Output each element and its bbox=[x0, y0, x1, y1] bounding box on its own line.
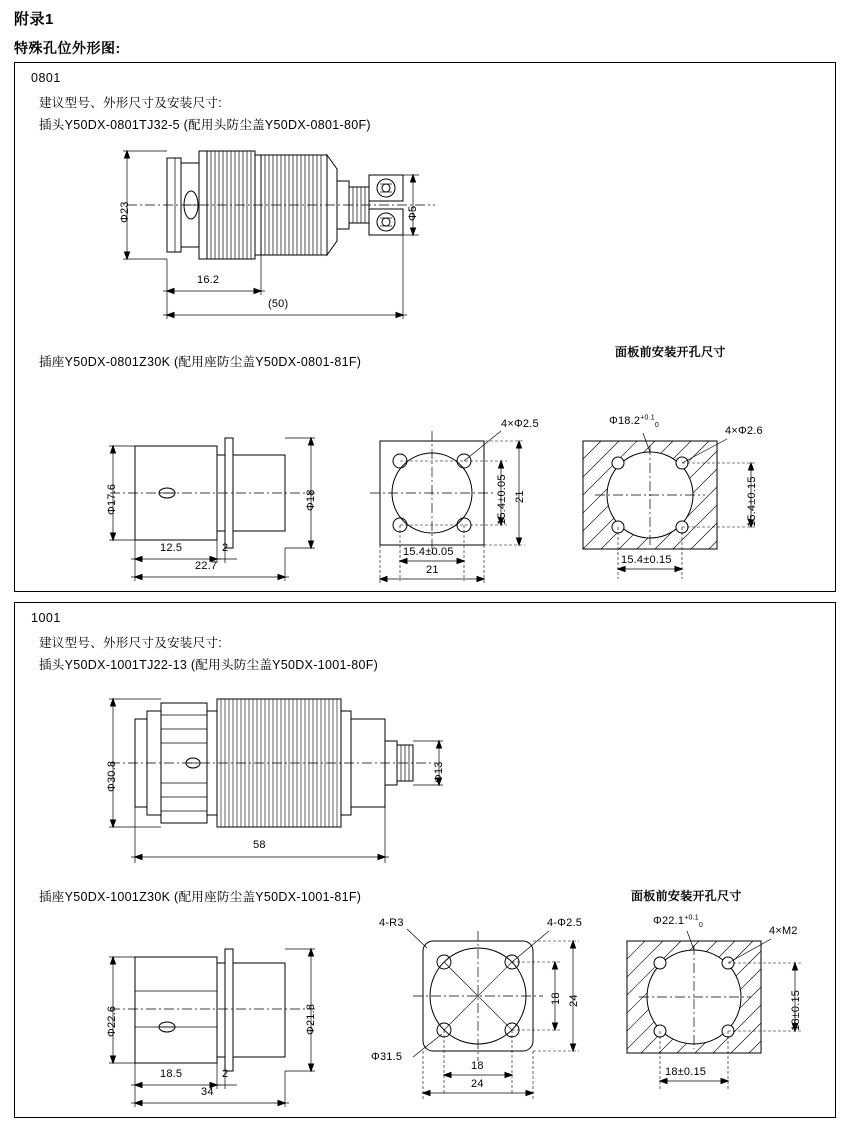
dim-flange-outer-v-0801: 21 bbox=[514, 490, 526, 503]
dim-flange-hole-callout-1001: 4-Φ2.5 bbox=[547, 917, 583, 929]
dim-cutout-hole-callout-1001: 4×M2 bbox=[769, 925, 798, 937]
dim-recept-right-diameter-1001: Φ21.8 bbox=[305, 1003, 317, 1035]
dim-flange-pitch-h-0801: 15.4±0.05 bbox=[403, 546, 454, 558]
section-code-0801: 0801 bbox=[31, 71, 61, 85]
dim-flange-pitch-v-0801: 15.4±0.05 bbox=[496, 474, 508, 525]
dim-plug-small-diameter-1001: Φ13 bbox=[433, 761, 445, 783]
dim-recept-len-a-0801: 12.5 bbox=[160, 542, 183, 554]
dim-flange-outer-v-1001: 24 bbox=[568, 994, 580, 1007]
dim-plug-length-a-0801: 16.2 bbox=[197, 274, 220, 286]
dim-flange-outer-h-0801: 21 bbox=[426, 564, 439, 576]
plug-line-0801: 插头Y50DX-0801TJ32-5 (配用头防尘盖Y50DX-0801-80F) bbox=[39, 118, 371, 132]
dim-flange-outer-h-1001: 24 bbox=[471, 1078, 484, 1090]
dim-flange-hole-callout-0801: 4×Φ2.5 bbox=[501, 418, 539, 430]
dim-flange-pitch-v-1001: 18 bbox=[550, 992, 562, 1005]
dim-recept-left-diameter-0801: Φ17.6 bbox=[106, 483, 118, 515]
dim-cutout-pitch-v-1001: 18±0.15 bbox=[790, 989, 802, 1031]
page-title: 附录1 bbox=[14, 11, 54, 28]
section-code-1001: 1001 bbox=[31, 611, 61, 625]
dim-cutout-hole-callout-0801: 4×Φ2.6 bbox=[725, 425, 763, 437]
dim-recept-len-b-1001: 2 bbox=[222, 1068, 229, 1080]
dim-flange-radius-callout-1001: 4-R3 bbox=[379, 917, 404, 929]
dim-cutout-pitch-v-0801: 15.4±0.15 bbox=[746, 476, 758, 527]
dim-recept-len-total-1001: 34 bbox=[201, 1086, 214, 1098]
cutout-title-1001: 面板前安装开孔尺寸 bbox=[631, 889, 742, 903]
dim-plug-diameter-0801: Φ23 bbox=[119, 201, 131, 223]
receptacle-line-0801: 插座Y50DX-0801Z30K (配用座防尘盖Y50DX-0801-81F) bbox=[39, 355, 362, 369]
dim-plug-small-diameter-0801: Φ5 bbox=[407, 205, 419, 221]
plug-drawing-1001 bbox=[15, 603, 837, 873]
dim-recept-len-a-1001: 18.5 bbox=[160, 1068, 183, 1080]
dim-flange-bolt-circle-1001: Φ31.5 bbox=[371, 1051, 403, 1063]
section-0801 bbox=[14, 62, 836, 592]
receptacle-drawing-0801 bbox=[15, 363, 837, 593]
section-heading-0801: 建议型号、外形尺寸及安装尺寸: bbox=[39, 96, 222, 110]
page-subtitle: 特殊孔位外形图: bbox=[14, 40, 121, 56]
cutout-title-0801: 面板前安装开孔尺寸 bbox=[615, 345, 726, 359]
dim-flange-pitch-h-1001: 18 bbox=[471, 1060, 484, 1072]
dim-recept-right-diameter-0801: Φ18 bbox=[305, 489, 317, 511]
dim-recept-len-total-0801: 22.7 bbox=[195, 560, 218, 572]
dim-recept-left-diameter-1001: Φ22.6 bbox=[106, 1005, 118, 1037]
dim-plug-diameter-1001: Φ30.8 bbox=[106, 760, 118, 792]
dim-cutout-pitch-h-1001: 18±0.15 bbox=[665, 1066, 707, 1078]
plug-line-1001: 插头Y50DX-1001TJ22-13 (配用头防尘盖Y50DX-1001-80F) bbox=[39, 658, 379, 672]
dim-recept-len-b-0801: 2 bbox=[222, 542, 229, 554]
dim-cutout-bore-1001: $\Phi 22.1^{+0.1}_0$ bbox=[653, 914, 703, 930]
dim-plug-length-total-1001: 58 bbox=[253, 839, 266, 851]
plug-drawing-0801 bbox=[15, 63, 837, 323]
section-1001 bbox=[14, 602, 836, 1118]
dim-plug-length-total-0801: (50) bbox=[268, 298, 289, 310]
section-heading-1001: 建议型号、外形尺寸及安装尺寸: bbox=[39, 636, 222, 650]
dim-cutout-pitch-h-0801: 15.4±0.15 bbox=[621, 554, 672, 566]
receptacle-drawing-1001 bbox=[15, 899, 837, 1119]
receptacle-line-1001: 插座Y50DX-1001Z30K (配用座防尘盖Y50DX-1001-81F) bbox=[39, 890, 362, 904]
dim-cutout-bore-0801: $\Phi 18.2^{+0.1}_0$ bbox=[609, 414, 659, 430]
